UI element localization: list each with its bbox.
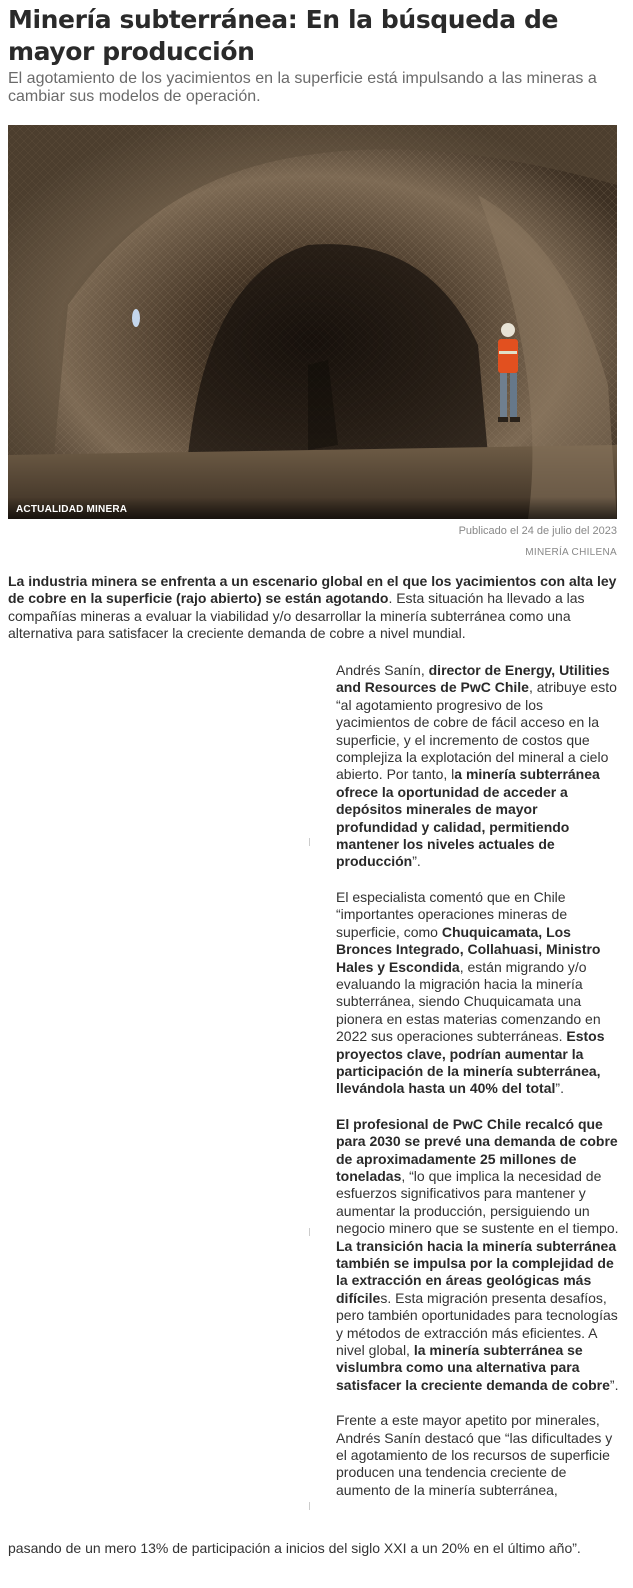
paragraph-2 xyxy=(336,889,620,1098)
text: , “lo que implica la necesidad de esfuerzos significativos para mantener y aumentar la producción, persiguiendo un negocio minero que se sustente en el tiempo. xyxy=(336,1167,619,1237)
lead-text: . Esta situación ha llevado a las compañías mineras a evaluar la viabilidad y/o desarrollar la minería subterránea como una alternativa para satisfacer la creciente demanda de cobre a nivel mundial. xyxy=(8,590,585,642)
bold-text: La transición hacia la minería subterránea también se impulsa por la complejidad de la extracción en áreas geológicas más difícile xyxy=(336,1237,617,1306)
divider-mark xyxy=(309,1502,310,1510)
bold-text: a minería subterránea ofrece la oportunidad de acceder a depósitos minerales de mayor profundidad y calidad, permitiendo mantener los niveles actuales de producción xyxy=(336,766,600,870)
body-column xyxy=(336,662,620,1499)
text: ”. xyxy=(555,1080,564,1097)
text: , están migrando y/o evaluando la migración hacia la minería subterránea, siendo Chuquicamata una pionera en estas materias comenzando en 2022 sus operaciones subterráneas. xyxy=(336,958,601,1045)
lead-bold: La industria minera se enfrenta a un escenario global en el que los yacimientos con alta ley de cobre en la superficie (rajo abierto) se están agotando xyxy=(8,573,617,607)
bold-text: Chuquicamata, Los Bronces Integrado, Collahuasi, Ministro Hales y Escondida xyxy=(336,923,601,975)
empty-side-column xyxy=(8,660,308,1520)
text: s. Esta migración presenta desafíos, pero también oportunidades para tecnologías y métodos de extracción más eficientes. A nivel global, xyxy=(336,1289,618,1359)
article-title: Minería subterránea: En la búsqueda de mayor producción xyxy=(8,5,559,66)
paragraph-3 xyxy=(336,1116,620,1395)
text: El especialista comentó que en Chile “importantes operaciones mineras de superficie, como xyxy=(336,888,568,940)
divider-mark xyxy=(309,838,310,846)
article-subtitle: El agotamiento de los yacimientos en la superficie está impulsando a las mineras a cambiar sus modelos de operación. xyxy=(8,70,597,105)
hero-image xyxy=(8,125,617,519)
lead-paragraph xyxy=(8,573,620,643)
image-caption-bar xyxy=(8,497,617,519)
bold-text: la minería subterránea se vislumbra como una alternativa para satisfacer la creciente demanda de cobre xyxy=(336,1342,610,1393)
bold-text: El profesional de PwC Chile recalcó que para 2030 se prevé una demanda de cobre de aproximadamente 25 millones de toneladas xyxy=(336,1115,618,1184)
divider-mark xyxy=(309,1228,310,1236)
bold-text: Estos proyectos clave, podrían aumentar la participación de la minería subterránea, llevándola hasta un 40% del total xyxy=(336,1028,605,1097)
mine-tunnel-photo xyxy=(8,125,617,519)
publish-date: Publicado el 24 de julio del 2023 xyxy=(458,525,617,537)
source-label: MINERÍA CHILENA xyxy=(525,547,617,558)
paragraph-1 xyxy=(336,662,620,871)
image-caption: ACTUALIDAD MINERA xyxy=(16,504,128,515)
text: ”. xyxy=(412,853,421,870)
paragraph-4: Frente a este mayor apetito por minerales, Andrés Sanín destacó que “las dificultades y el agotamiento de los recursos de superficie producen una tendencia creciente de aumento de la minería subterránea, xyxy=(336,1412,613,1498)
text: ”. xyxy=(609,1376,619,1393)
text: Andrés Sanín, xyxy=(336,662,429,678)
bold-text: director de Energy, Utilities and Resources de PwC Chile xyxy=(336,662,610,696)
closing-line: pasando de un mero 13% de participación a inicios del siglo XXI a un 20% en el último año”. xyxy=(8,1540,581,1556)
text: , atribuye esto “al agotamiento progresivo de los yacimientos de cobre de fácil acceso en la superficie, y el incremento de costos que complejiza la explotación del mineral a cielo abierto. Por tanto, l xyxy=(336,679,617,783)
